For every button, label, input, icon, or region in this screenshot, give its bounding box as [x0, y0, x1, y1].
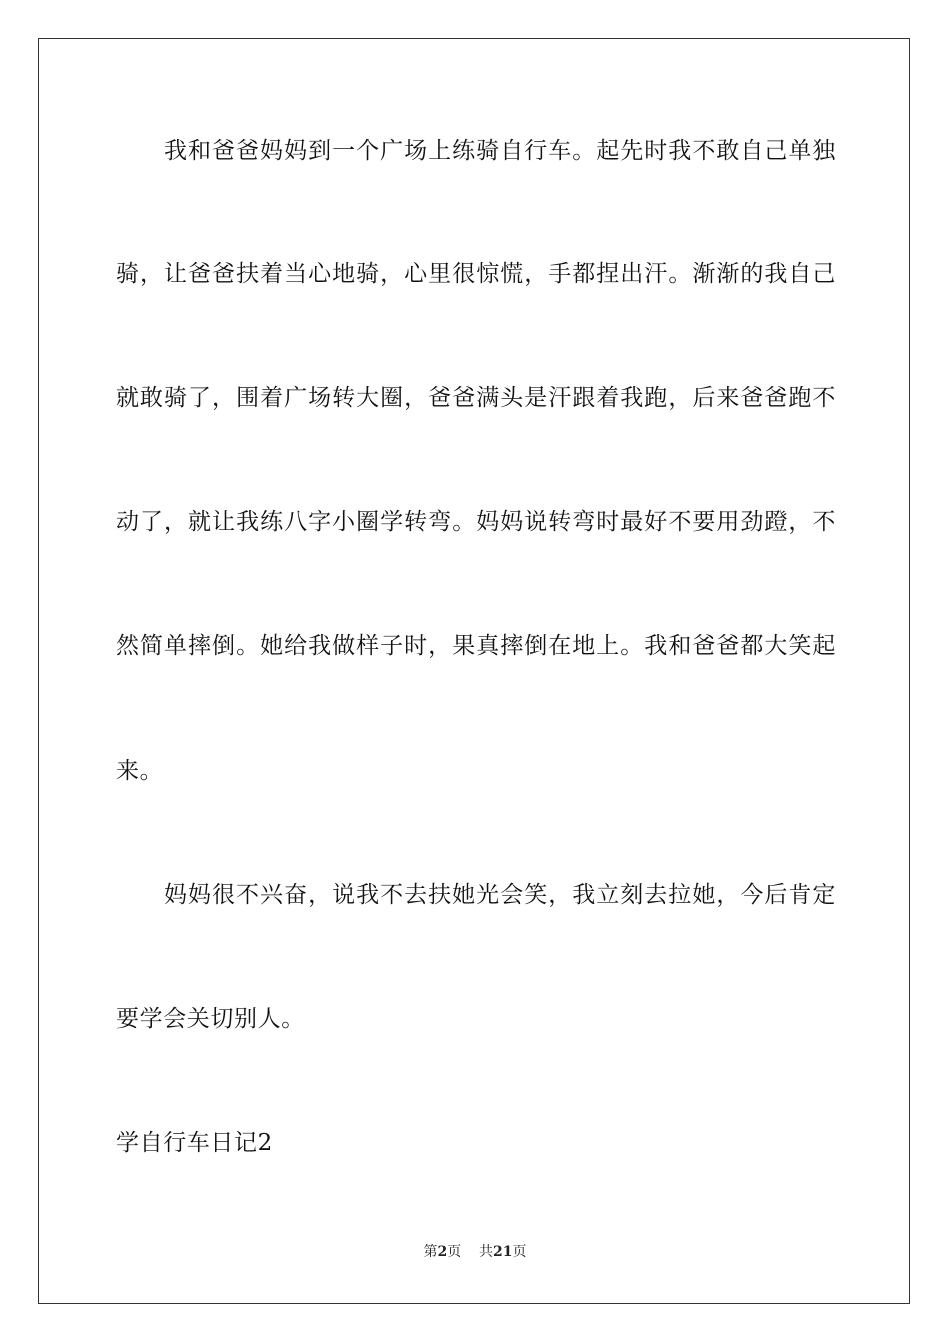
footer-page-suffix: 页	[447, 1244, 462, 1260]
page-border	[38, 38, 910, 1304]
footer-page-number: 2	[437, 1244, 448, 1260]
footer-total-pages: 21	[493, 1244, 513, 1260]
footer-page-prefix: 第	[423, 1244, 438, 1260]
footer-total-prefix: 共	[479, 1244, 494, 1260]
section-heading: 学自行车日记2	[116, 1130, 273, 1156]
paragraph-1-line-2: 骑，让爸爸扶着当心地骑，心里很惊慌，手都捏出汗。渐渐的我自己	[116, 261, 836, 287]
paragraph-2-line-1: 妈妈很不兴奋，说我不去扶她光会笑，我立刻去拉她，今后肯定	[164, 882, 836, 908]
paragraph-1-line-3: 就敢骑了，围着广场转大圈，爸爸满头是汗跟着我跑，后来爸爸跑不	[116, 385, 836, 411]
paragraph-2-line-2: 要学会关切别人。	[116, 1006, 305, 1032]
paragraph-1-line-6: 来。	[116, 758, 164, 784]
page-footer	[0, 1243, 950, 1261]
paragraph-1-line-5: 然简单摔倒。她给我做样子时，果真摔倒在地上。我和爸爸都大笑起	[116, 633, 836, 659]
paragraph-1-line-1: 我和爸爸妈妈到一个广场上练骑自行车。起先时我不敢自己单独	[164, 138, 836, 164]
footer-total-suffix: 页	[512, 1244, 527, 1260]
paragraph-1-line-4: 动了，就让我练八字小圈学转弯。妈妈说转弯时最好不要用劲蹬，不	[116, 509, 836, 535]
